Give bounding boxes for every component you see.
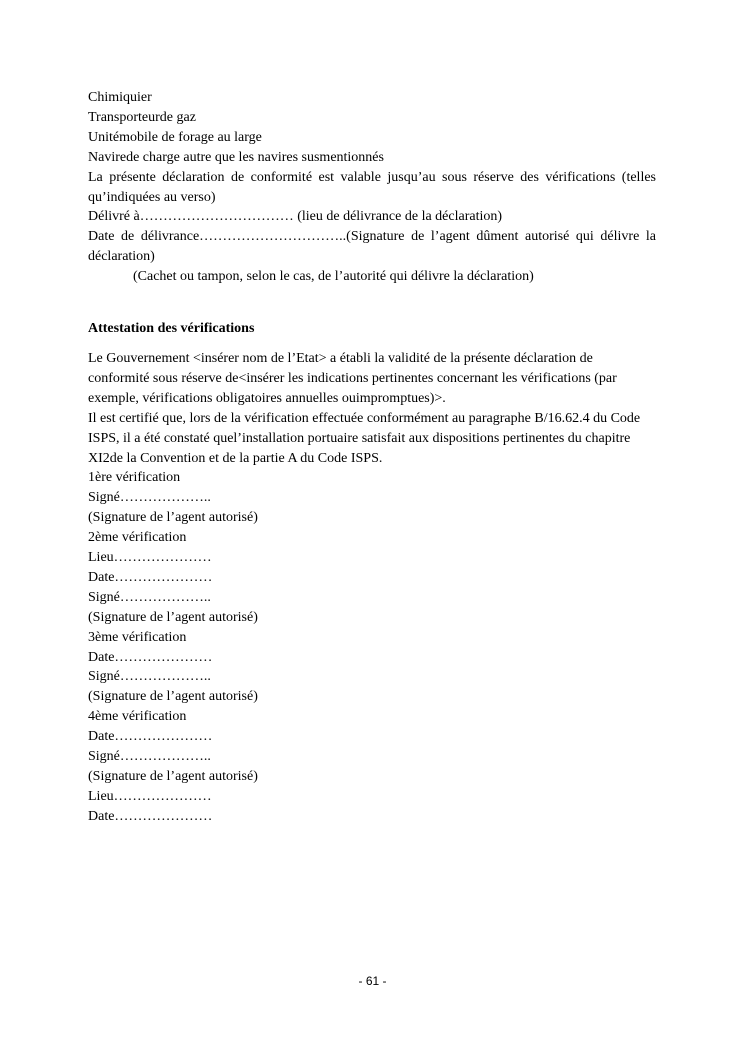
verification-line: (Signature de l’agent autorisé)	[88, 689, 258, 705]
verification-line: Date…………………	[88, 569, 213, 585]
verification-line: Lieu…………………	[88, 788, 212, 804]
verification-line: (Signature de l’agent autorisé)	[88, 769, 258, 784]
verification-line: (Signature de l’agent autorisé)	[88, 510, 258, 526]
ship-type-list	[88, 88, 656, 168]
verification-line: 3ème vérification	[88, 629, 187, 645]
delivery-date-line: Date de délivrance…………………………..(Signature de l’agent dûment autorisé qui délivre la déclaration)	[88, 229, 656, 265]
page-number: - 61 -	[358, 974, 387, 988]
ship-type-line: Chimiquier	[88, 90, 152, 105]
verification-line: Signé………………..	[88, 490, 211, 506]
stamp-line: (Cachet ou tampon, selon le cas, de l’autorité qui délivre la déclaration)	[133, 269, 534, 285]
verification-line: Date…………………	[88, 808, 213, 824]
validity-statement: La présente déclaration de conformité est valable jusqu’au sous réserve des vérifications (telles qu’indiquées au verso)	[88, 169, 656, 205]
verification-line: (Signature de l’agent autorisé)	[88, 609, 258, 625]
verification-line: 1ère vérification	[88, 470, 181, 486]
document-page	[88, 88, 656, 827]
section-heading: Attestation des vérifications	[88, 321, 255, 337]
verification-line: Date…………………	[88, 729, 213, 745]
verification-line: Signé………………..	[88, 669, 211, 685]
verification-line: Lieu…………………	[88, 550, 212, 566]
verification-line: 2ème vérification	[88, 530, 187, 546]
ship-type-line: Navirede charge autre que les navires susmentionnés	[88, 149, 384, 165]
attestation-intro: Le Gouvernement <insérer nom de l’Etat> a établi la validité de la présente déclaration de conformité sous réserve de<insérer les indications pertinentes concernant les vérifications (par exemple, vérifications obligatoires annuelles ouimpromptues)>.	[88, 350, 617, 406]
ship-type-line: Transporteurde gaz	[88, 109, 196, 125]
attestation-certified: Il est certifié que, lors de la vérification effectuée conformément au paragraphe B/16.62.4 du Code ISPS, il a été constaté quel’installation portuaire satisfait aux dispositions pertinentes du chapitre XI2de la Convention et de la partie A du Code ISPS.	[88, 410, 641, 466]
delivered-at-line: Délivré à…………………………… (lieu de délivrance de la déclaration)	[88, 209, 503, 225]
verification-list	[88, 468, 656, 826]
verification-line: 4ème vérification	[88, 709, 187, 725]
ship-type-line: Unitémobile de forage au large	[88, 129, 262, 145]
verification-line: Signé………………..	[88, 749, 211, 765]
verification-line: Date…………………	[88, 649, 213, 665]
verification-line: Signé………………..	[88, 589, 211, 605]
